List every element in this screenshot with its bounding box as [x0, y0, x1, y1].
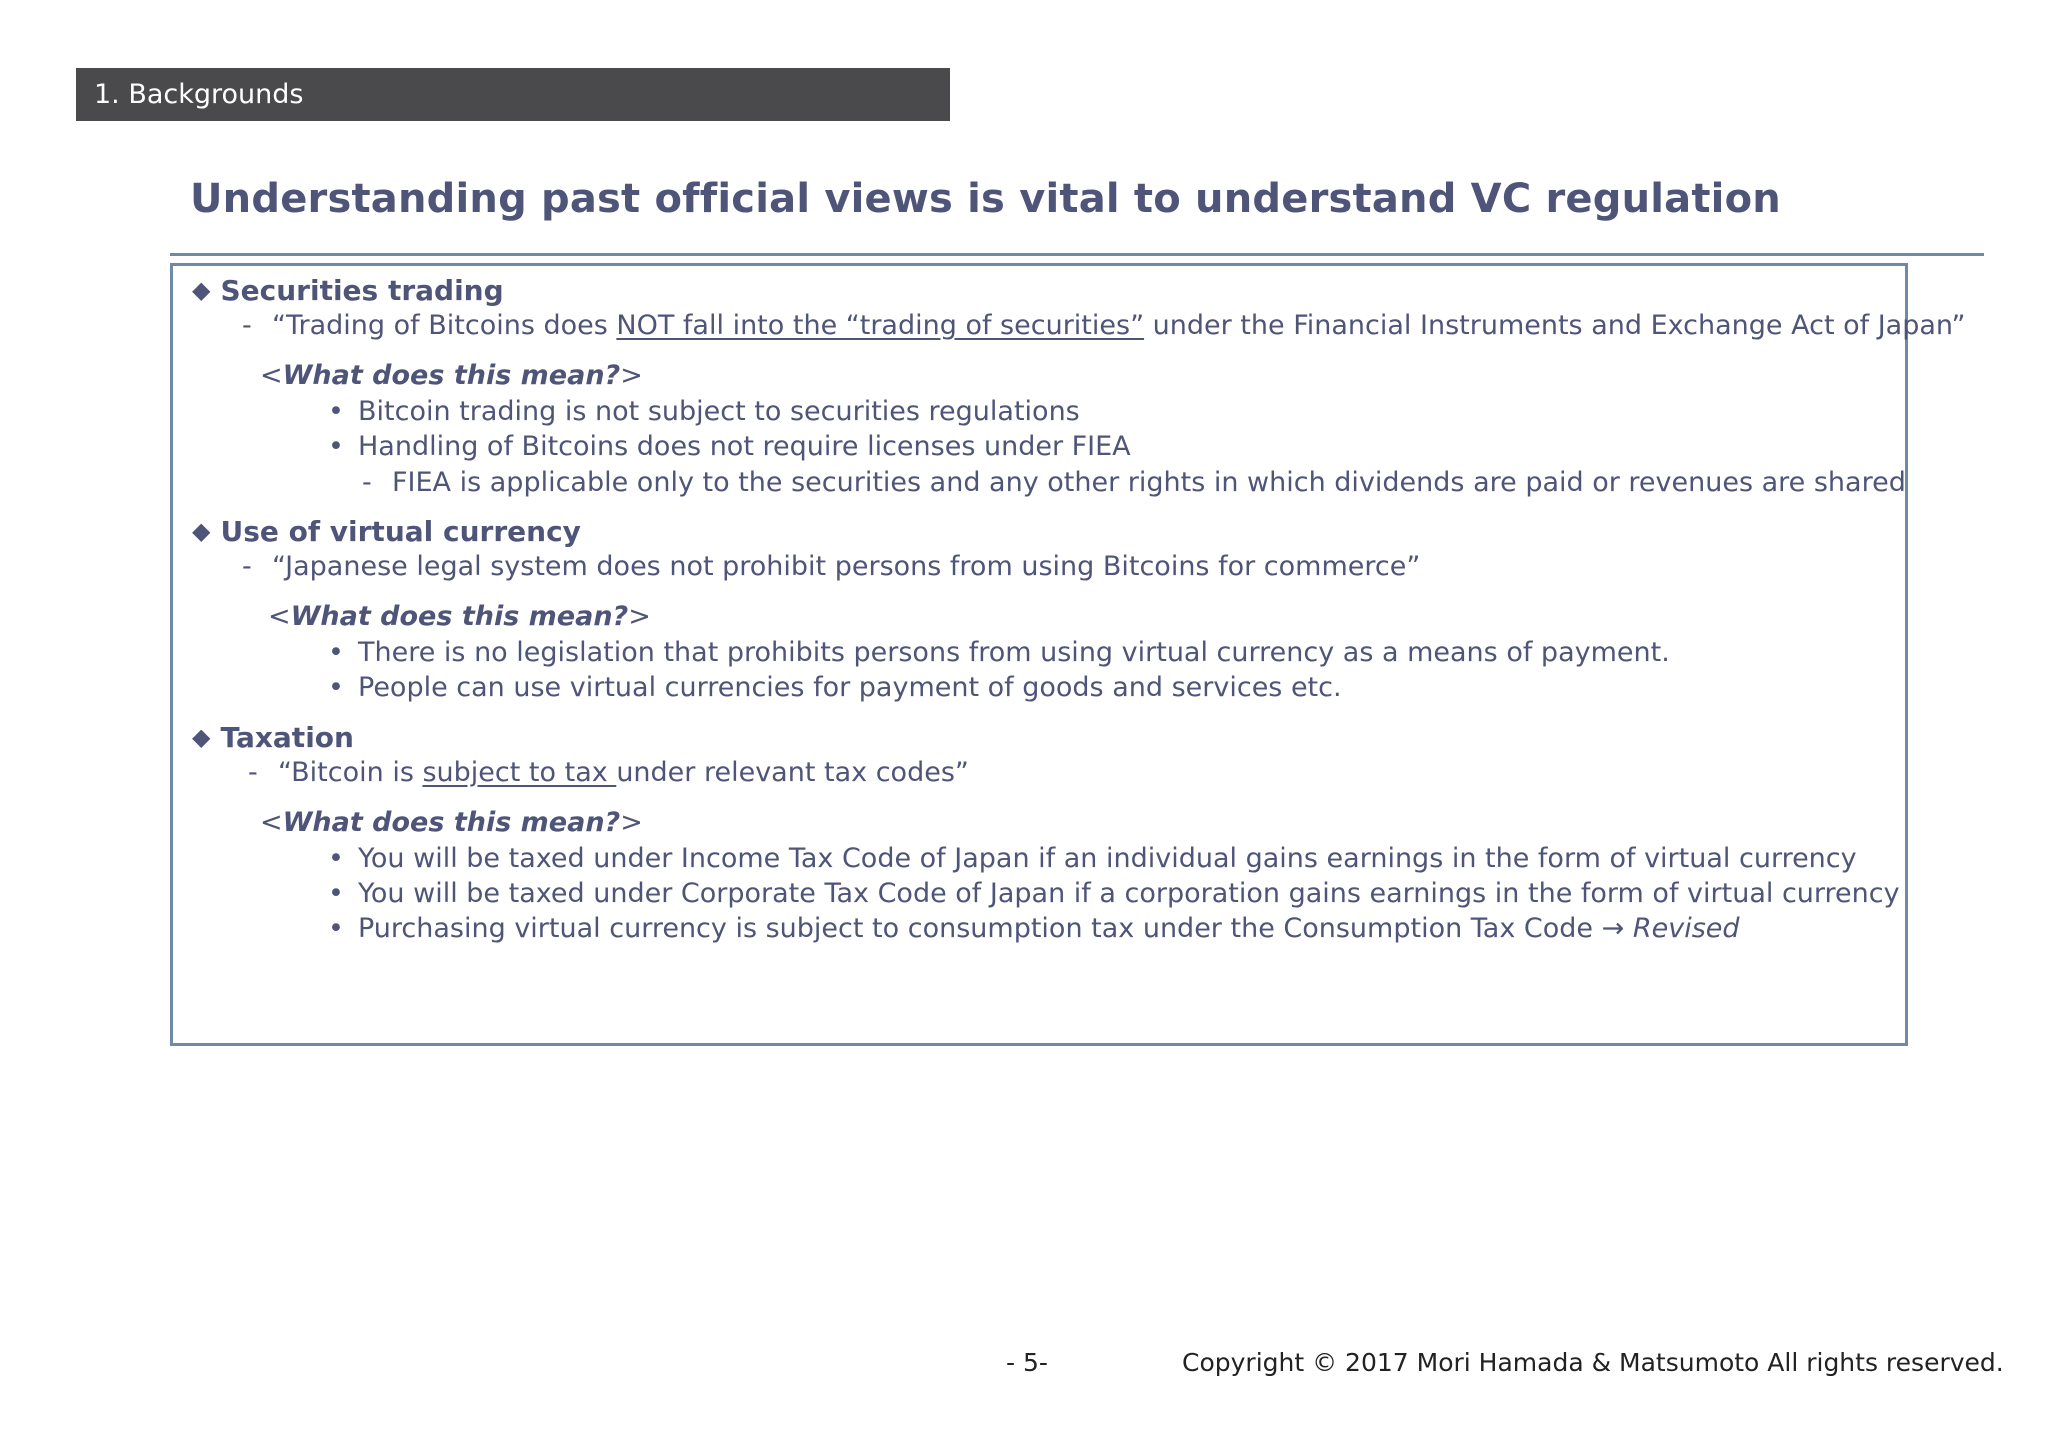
bullet-icon: •: [328, 672, 344, 703]
section-heading-use: [192, 513, 581, 550]
meaning-text: What does this mean?: [282, 807, 621, 838]
list-item: [328, 394, 1080, 430]
quote-underlined-text: NOT fall into the “trading of securities”: [616, 310, 1145, 341]
slide-title: Understanding past official views is vital to understand VC regulation: [190, 176, 1781, 222]
quote-text: under the Financial Instruments and Exchange Act of Japan”: [1144, 310, 1966, 341]
meaning-prefix: <: [260, 807, 283, 838]
title-divider: [170, 253, 1984, 256]
quote-securities: [242, 308, 1966, 344]
meaning-suffix: >: [620, 807, 643, 838]
bullet-text: You will be taxed under Income Tax Code of Japan if an individual gains earnings in the form of virtual currency: [358, 843, 1857, 874]
diamond-icon: ◆: [192, 723, 211, 751]
meaning-suffix: >: [620, 360, 643, 391]
list-item: [328, 911, 1740, 947]
copyright: Copyright © 2017 Mori Hamada & Matsumoto All rights reserved.: [1182, 1348, 2004, 1377]
list-item: [328, 841, 1857, 877]
list-item: [328, 635, 1670, 671]
section-label: 1. Backgrounds: [76, 68, 950, 121]
meaning-label: [260, 805, 643, 841]
list-item: [328, 429, 1131, 465]
quote-taxation: [248, 755, 969, 791]
meaning-label: [268, 599, 651, 635]
meaning-label: [260, 358, 643, 394]
meaning-text: What does this mean?: [282, 360, 621, 391]
arrow-right-icon: →: [1601, 913, 1625, 944]
list-item: [328, 876, 1900, 912]
bullet-icon: •: [328, 396, 344, 427]
quote-text: “Bitcoin is: [278, 757, 423, 788]
meaning-prefix: <: [260, 360, 283, 391]
heading-text: Securities trading: [220, 274, 504, 307]
bullet-text: People can use virtual currencies for payment of goods and services etc.: [358, 672, 1342, 703]
bullet-text: Purchasing virtual currency is subject to consumption tax under the Consumption Tax Code: [358, 913, 1594, 944]
diamond-icon: ◆: [192, 276, 211, 304]
list-item: [328, 670, 1342, 706]
dash-marker: -: [362, 467, 372, 498]
meaning-text: What does this mean?: [290, 601, 629, 632]
section-heading-taxation: [192, 719, 354, 756]
quote-text: “Japanese legal system does not prohibit persons from using Bitcoins for commerce”: [272, 551, 1421, 582]
meaning-suffix: >: [628, 601, 651, 632]
page-number: - 5-: [1006, 1348, 1048, 1377]
quote-text: “Trading of Bitcoins does: [272, 310, 617, 341]
bullet-text: You will be taxed under Corporate Tax Code of Japan if a corporation gains earnings in the form of virtual currency: [358, 878, 1900, 909]
quote-use: [242, 549, 1420, 585]
dash-marker: -: [242, 551, 252, 582]
bullet-icon: •: [328, 637, 344, 668]
list-sub-item: [362, 465, 1906, 501]
bullet-text: There is no legislation that prohibits persons from using virtual currency as a means of payment.: [358, 637, 1670, 668]
dash-marker: -: [242, 310, 252, 341]
quote-text: under relevant tax codes”: [616, 757, 969, 788]
bullet-text: Bitcoin trading is not subject to securities regulations: [358, 396, 1080, 427]
meaning-prefix: <: [268, 601, 291, 632]
bullet-icon: •: [328, 843, 344, 874]
bullet-icon: •: [328, 913, 344, 944]
revised-note: Revised: [1632, 913, 1740, 944]
bullet-text: Handling of Bitcoins does not require licenses under FIEA: [358, 431, 1131, 462]
sub-item-text: FIEA is applicable only to the securities and any other rights in which dividends are paid or revenues are shared: [392, 467, 1906, 498]
bullet-icon: •: [328, 878, 344, 909]
heading-text: Use of virtual currency: [220, 515, 581, 548]
section-heading-securities: [192, 272, 504, 309]
dash-marker: -: [248, 757, 258, 788]
quote-underlined-text: subject to tax: [422, 757, 617, 788]
diamond-icon: ◆: [192, 517, 211, 545]
heading-text: Taxation: [220, 721, 354, 754]
bullet-icon: •: [328, 431, 344, 462]
